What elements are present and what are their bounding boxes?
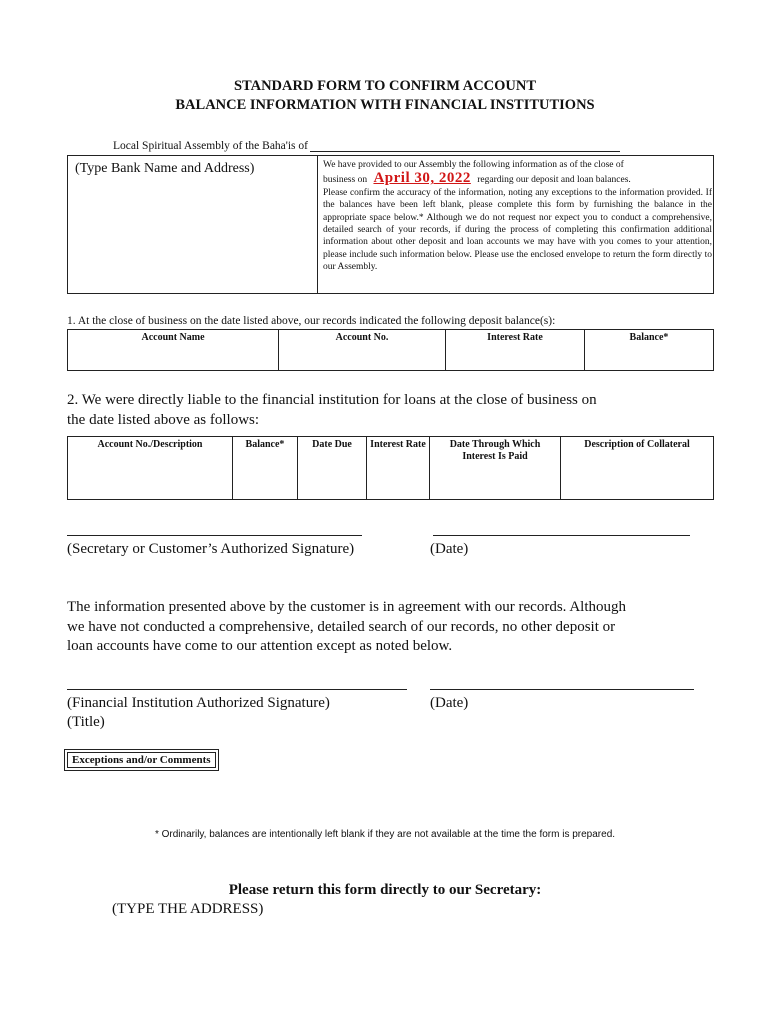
secretary-date-line[interactable] xyxy=(433,535,690,536)
institution-signature-line[interactable] xyxy=(67,689,407,690)
agreement-line2: we have not conducted a comprehensive, detailed search of our records, no other deposit or xyxy=(67,618,616,635)
col-loan-interest-rate: Interest Rate xyxy=(367,437,430,500)
title-label: (Title) xyxy=(67,714,105,730)
col-balance: Balance* xyxy=(585,330,714,371)
assembly-name-field[interactable] xyxy=(310,138,620,152)
institution-signature-label: (Financial Institution Authorized Signature) xyxy=(67,695,330,711)
col-account-no: Account No. xyxy=(279,330,446,371)
assembly-row xyxy=(113,138,673,152)
col-date-through: Date Through Which Interest Is Paid xyxy=(430,437,561,500)
loan-table xyxy=(67,436,714,500)
agreement-line1: The information presented above by the customer is in agreement with our records. Although xyxy=(67,599,627,615)
info-paragraph xyxy=(323,159,712,304)
section1-heading: 1. At the close of business on the date listed above, our records indicated the following deposit balance(s): xyxy=(67,315,556,327)
bank-name-address-box[interactable] xyxy=(67,155,318,294)
date-field[interactable]: April 30, 2022 xyxy=(373,170,471,187)
agreement-paragraph xyxy=(67,598,747,657)
info-date-line xyxy=(323,172,712,186)
secretary-signature-label: (Secretary or Customer’s Authorized Signature) xyxy=(67,541,355,557)
form-title-line1: STANDARD FORM TO CONFIRM ACCOUNT xyxy=(233,78,537,94)
col-interest-rate: Interest Rate xyxy=(446,330,585,371)
col-account-name: Account Name xyxy=(68,330,279,371)
col-loan-balance: Balance* xyxy=(233,437,298,500)
secretary-date-label: (Date) xyxy=(430,541,469,557)
section2-heading xyxy=(67,391,727,430)
info-body-text: Please confirm the accuracy of the information, noting any exceptions to the information provided. If the balances have been left blank, please complete this form by furnishing the balance in the appropriate space below.* Although we do not request nor expect you to conduct a comprehensive, detailed search of your records, if during the process of completing this confirmation additional information about other deposit and loan accounts we may have with you comes to your attention, please include such information below. Please use the enclosed envelope to return the form directly to our Assembly. xyxy=(323,187,712,273)
col-date-due: Date Due xyxy=(298,437,367,500)
footnote: * Ordinarily, balances are intentionally left blank if they are not available at the time the form is prepared. xyxy=(154,829,616,840)
col-collateral: Description of Collateral xyxy=(561,437,714,500)
form-title-line2: BALANCE INFORMATION WITH FINANCIAL INSTITUTIONS xyxy=(175,97,595,113)
exceptions-box[interactable] xyxy=(64,749,219,771)
col-account-description: Account No./Description xyxy=(68,437,233,500)
section2-heading-line2: the date listed above as follows: xyxy=(67,411,260,428)
institution-date-line[interactable] xyxy=(430,689,694,690)
return-address: (TYPE THE ADDRESS) xyxy=(112,901,264,917)
after-date-text: regarding our deposit and loan balances. xyxy=(477,175,631,186)
exceptions-label: Exceptions and/or Comments xyxy=(67,752,216,768)
business-on-text: business on xyxy=(323,175,368,186)
institution-date-label: (Date) xyxy=(430,695,469,711)
bank-box-placeholder: (Type Bank Name and Address) xyxy=(75,161,255,176)
assembly-label: Local Spiritual Assembly of the Baha'is of xyxy=(113,140,308,152)
deposit-table xyxy=(67,329,714,371)
info-intro-text: We have provided to our Assembly the following information as of the close of xyxy=(323,160,624,170)
secretary-signature-line[interactable] xyxy=(67,535,362,536)
return-heading: Please return this form directly to our Secretary: xyxy=(228,882,542,898)
section2-heading-line1: 2. We were directly liable to the financial institution for loans at the close of business on xyxy=(67,392,597,408)
agreement-line3: loan accounts have come to our attention except as noted below. xyxy=(67,638,453,654)
